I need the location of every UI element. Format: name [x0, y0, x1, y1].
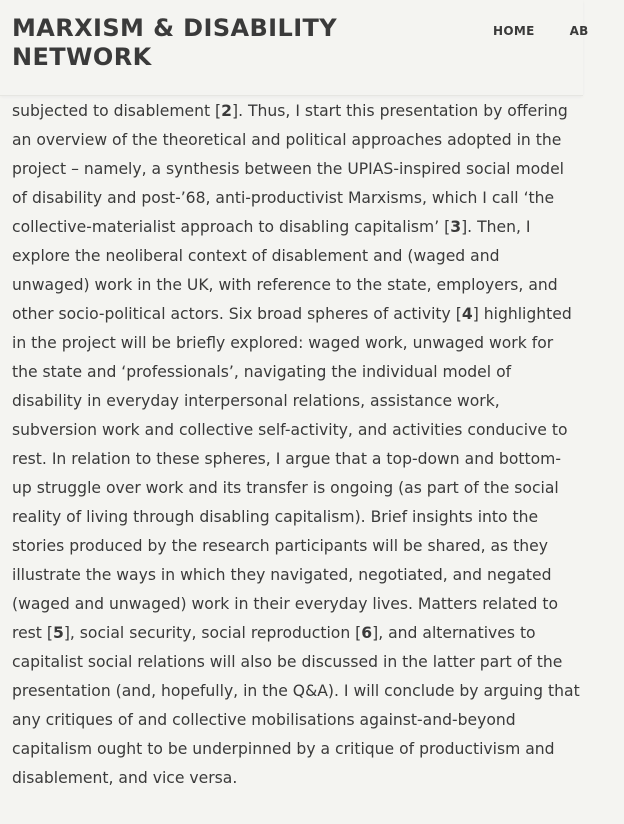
text-segment: ]. Then, I explore the neoliberal context of disablement and (waged and unwaged) work in the UK, with reference to the state, employers, and other socio-political actors. Six broad spheres of activity [: [12, 218, 558, 323]
footnote-ref-3[interactable]: 3: [450, 218, 462, 236]
article-paragraph: [12, 97, 580, 793]
text-segment: subjected to disablement [: [12, 102, 222, 120]
nav-item-about[interactable]: AB: [569, 24, 589, 38]
text-segment: ], and alternatives to capitalist social relations will also be discussed in the latter part of the presentation (and, hopefully, in the Q&A). I will conclude by arguing that any critiques of and collective mobilisations against-and-beyond capitalism ought to be underpinned by a critique of productivism and disablement, and vice versa.: [12, 624, 580, 787]
nav-item-home[interactable]: HOME: [493, 24, 535, 38]
text-segment: ]. Thus, I start this presentation by offering an overview of the theoretical and political approaches adopted in the project – namely, a synthesis between the UPIAS-inspired social model of disability and post-’68, anti-productivist Marxisms, which I call ‘the collective-materialist approach to disabling capitalism’ [: [12, 102, 568, 236]
main-nav: [493, 23, 624, 39]
text-segment: ], social security, social reproduction [: [63, 624, 362, 642]
site-header: [0, 0, 589, 96]
article-content: [12, 97, 580, 793]
footnote-ref-4[interactable]: 4: [461, 305, 473, 323]
footnote-ref-6[interactable]: 6: [361, 624, 373, 642]
text-segment: ] highlighted in the project will be briefly explored: waged work, unwaged work for the state and ‘professionals’, navigating the individual model of disability in everyday interpersonal relations, assistance work, subversion work and collective self-activity, and activities conducive to rest. In relation to these spheres, I argue that a top-down and bottom-up struggle over work and its transfer is ongoing (as part of the social reality of living through disabling capitalism). Brief insights into the stories produced by the research participants will be shared, as they illustrate the ways in which they navigated, negotiated, and negated (waged and unwaged) work in their everyday lives. Matters related to rest [: [12, 305, 572, 642]
footnote-ref-5[interactable]: 5: [52, 624, 64, 642]
site-title[interactable]: MARXISM & DISABILITY NETWORK: [12, 14, 338, 71]
footnote-ref-2[interactable]: 2: [221, 102, 232, 120]
